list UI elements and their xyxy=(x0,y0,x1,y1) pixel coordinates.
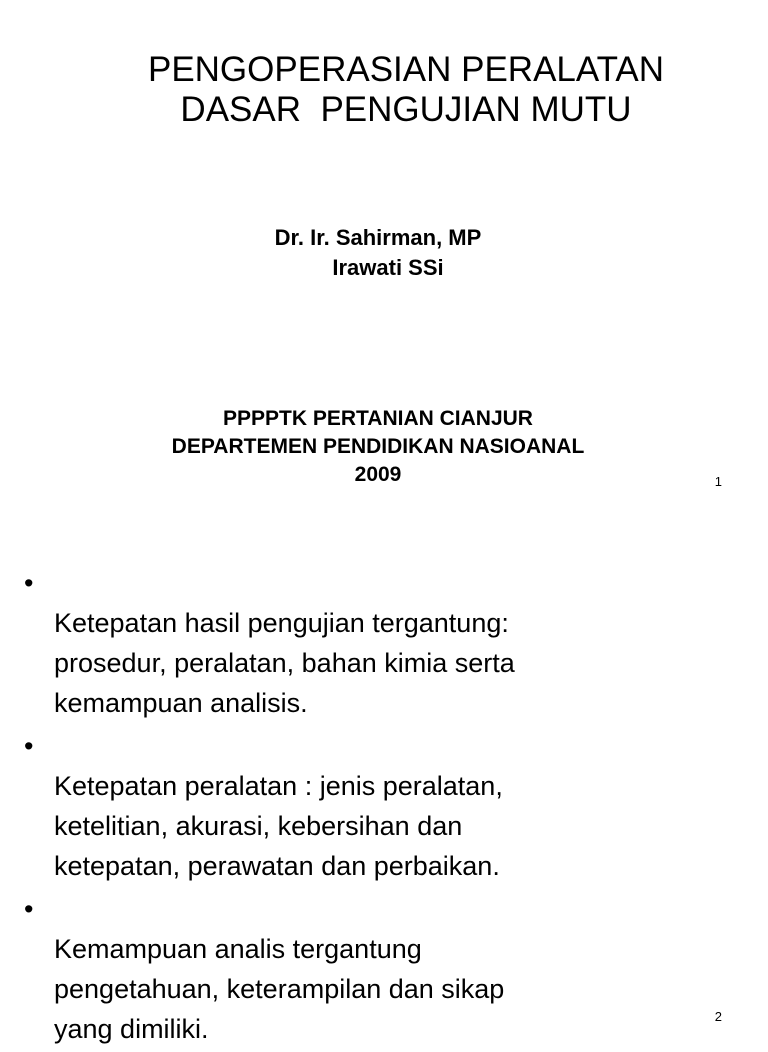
page-number: 1 xyxy=(714,474,722,489)
bullet-icon: • xyxy=(24,894,34,924)
bullet-list xyxy=(24,563,744,1052)
title-line-2: DASAR PENGUJIAN MUTU xyxy=(180,90,632,129)
authors xyxy=(0,223,756,283)
slide-title xyxy=(0,50,768,130)
institution-line-2: DEPARTEMEN PENDIDIKAN NASIOANAL xyxy=(171,435,585,458)
bullet-icon: • xyxy=(24,568,34,598)
slide-1 xyxy=(0,0,768,512)
author-1: Dr. Ir. Sahirman, MP xyxy=(274,225,482,250)
bullet-text: Ketepatan peralatan : jenis peralatan, ketelitian, akurasi, kebersihan dan ketepatan, perawatan dan perbaikan. xyxy=(54,771,503,881)
title-line-1: PENGOPERASIAN PERALATAN xyxy=(147,50,665,89)
bullet-text: Ketepatan hasil pengujian tergantung: prosedur, peralatan, bahan kimia serta kemampuan analisis. xyxy=(54,608,515,718)
page-number: 2 xyxy=(714,1009,722,1024)
author-2: Irawati SSi xyxy=(332,255,444,280)
bullet-item xyxy=(24,563,744,723)
bullet-item xyxy=(24,889,744,1049)
institution-line-1: PPPPTK PERTANIAN CIANJUR xyxy=(223,407,533,430)
bullet-icon: • xyxy=(24,731,34,761)
institution xyxy=(0,405,756,489)
bullet-text: Kemampuan analis tergantung pengetahuan, keterampilan dan sikap yang dimiliki. xyxy=(54,934,505,1044)
slide-2 xyxy=(0,512,768,1044)
institution-year: 2009 xyxy=(354,463,402,486)
bullet-item xyxy=(24,726,744,886)
